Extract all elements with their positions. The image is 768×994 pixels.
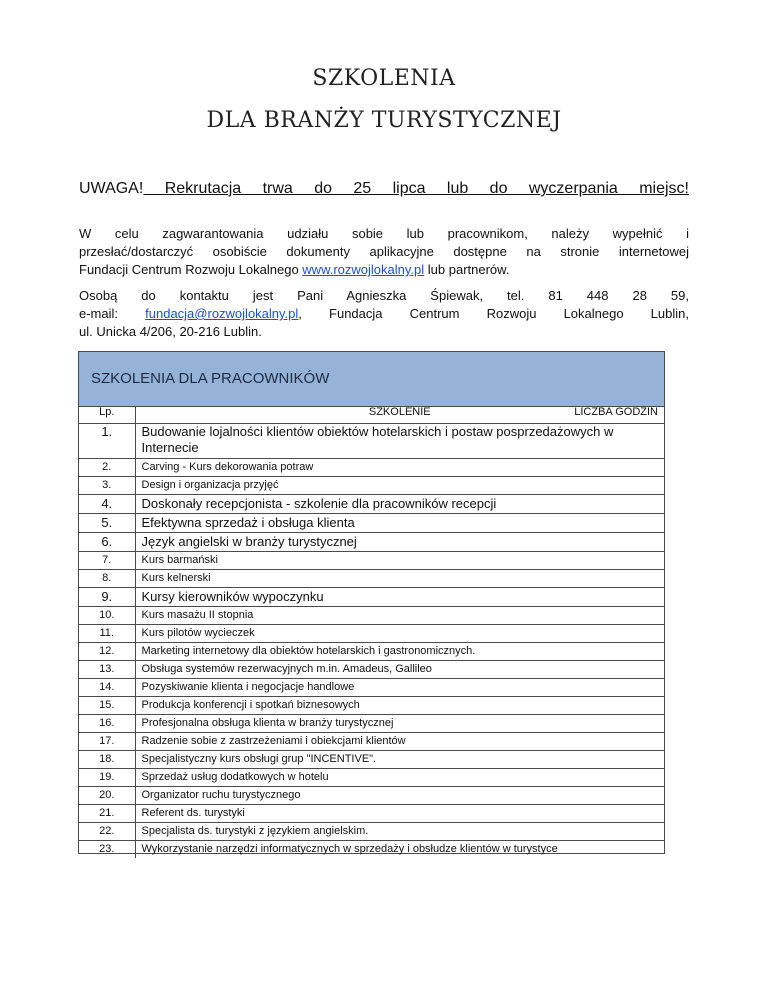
paragraph-line: ul. Unicka 4/206, 20-216 Lublin. (79, 324, 262, 339)
paragraph-line (79, 261, 689, 279)
training-name: Organizator ruchu turystycznego (135, 787, 664, 805)
paragraph-text: , Fundacja Centrum Rozwoju Lokalnego Lublin, (298, 306, 689, 321)
training-name: Produkcja konferencji i spotkań biznesowych (135, 697, 664, 715)
row-number: 16. (79, 715, 135, 733)
table-row (79, 533, 664, 552)
training-name: Specjalista ds. turystyki z językiem angielskim. (135, 823, 664, 841)
row-number: 18. (79, 751, 135, 769)
training-grid (79, 406, 664, 858)
section-title: SZKOLENIA DLA PRACOWNIKÓW (91, 370, 330, 387)
row-number: 20. (79, 787, 135, 805)
training-name: Referent ds. turystyki (135, 805, 664, 823)
table-row (79, 607, 664, 625)
row-number: 10. (79, 607, 135, 625)
row-number: 11. (79, 625, 135, 643)
table-row (79, 751, 664, 769)
training-name: Marketing internetowy dla obiektów hotelarskich i gastronomicznych. (135, 643, 664, 661)
table-row (79, 552, 664, 570)
paragraph-text: e-mail: (79, 306, 146, 321)
paragraph-line: W celu zagwarantowania udziału sobie lub pracownikom, należy wypełnić i (79, 226, 689, 241)
column-header-lp: Lp. (79, 406, 135, 424)
training-name: Sprzedaż usług dodatkowych w hotelu (135, 769, 664, 787)
training-name: Profesjonalna obsługa klienta w branży turystycznej (135, 715, 664, 733)
table-row (79, 661, 664, 679)
table-row (79, 787, 664, 805)
training-name: Pozyskiwanie klienta i negocjacje handlowe (135, 679, 664, 697)
warning-text: Rekrutacja trwa do 25 lipca lub do wyczerpania miejsc! (143, 180, 689, 197)
training-name: Kursy kierowników wypoczynku (135, 588, 664, 607)
table-row (79, 841, 664, 859)
table-row (79, 805, 664, 823)
column-header-name (135, 406, 664, 424)
training-name: Język angielski w branży turystycznej (135, 533, 664, 552)
table-section-header (79, 352, 664, 407)
training-table (78, 351, 665, 854)
column-header-hours: LICZBA GODZIN (574, 406, 658, 418)
row-number: 15. (79, 697, 135, 715)
column-header-row (79, 406, 664, 424)
table-row (79, 459, 664, 477)
table-row (79, 697, 664, 715)
website-link[interactable]: www.rozwojlokalny.pl (302, 262, 425, 277)
table-row (79, 625, 664, 643)
training-name: Obsługa systemów rezerwacyjnych m.in. Amadeus, Gallileo (135, 661, 664, 679)
training-name: Kurs pilotów wycieczek (135, 625, 664, 643)
training-name: Kurs masażu II stopnia (135, 607, 664, 625)
row-number: 13. (79, 661, 135, 679)
training-name: Budowanie lojalności klientów obiektów hotelarskich i postaw posprzedażowych w Internecie (135, 424, 664, 459)
training-name: Kurs barmański (135, 552, 664, 570)
recruitment-warning (79, 180, 689, 198)
row-number: 6. (79, 533, 135, 552)
paragraph-line (79, 305, 689, 323)
row-number: 17. (79, 733, 135, 751)
training-name: Design i organizacja przyjęć (135, 477, 664, 495)
table-row (79, 679, 664, 697)
paragraph-line: przesłać/dostarczyć osobiście dokumenty aplikacyjne dostępne na stronie internetowej (79, 244, 689, 259)
table-row (79, 823, 664, 841)
table-row (79, 570, 664, 588)
training-name: Carving - Kurs dekorowania potraw (135, 459, 664, 477)
row-number: 7. (79, 552, 135, 570)
row-number: 2. (79, 459, 135, 477)
row-number: 3. (79, 477, 135, 495)
paragraph-text: Fundacji Centrum Rozwoju Lokalnego (79, 262, 303, 277)
page-title-line1: SZKOLENIA (312, 66, 456, 91)
training-name: Radzenie sobie z zastrzeżeniami i obiekcjami klientów (135, 733, 664, 751)
training-name: Wykorzystanie narzędzi informatycznych w sprzedaży i obsłudze klientów w turystyce (141, 843, 558, 855)
training-name: Kurs kelnerski (135, 570, 664, 588)
table-row (79, 769, 664, 787)
table-row (79, 514, 664, 533)
row-number: 14. (79, 679, 135, 697)
application-paragraph (79, 225, 689, 279)
table-row (79, 477, 664, 495)
row-number: 23. (79, 841, 135, 859)
training-name: Efektywna sprzedaż i obsługa klienta (135, 514, 664, 533)
table-row (79, 643, 664, 661)
page-title-line2: DLA BRANŻY TURYSTYCZNEJ (206, 108, 562, 133)
warning-prefix: UWAGA! (79, 180, 144, 197)
column-header-szkolenie: SZKOLENIE (368, 406, 431, 418)
table-row (79, 495, 664, 514)
email-link[interactable]: fundacja@rozwojlokalny.pl (145, 306, 299, 321)
training-name: Specjalistyczny kurs obsługi grup "INCENTIVE". (135, 751, 664, 769)
row-number: 19. (79, 769, 135, 787)
row-number: 8. (79, 570, 135, 588)
row-number: 5. (79, 514, 135, 533)
row-number: 22. (79, 823, 135, 841)
row-number: 9. (79, 588, 135, 607)
table-row (79, 733, 664, 751)
row-number: 21. (79, 805, 135, 823)
row-number: 1. (79, 424, 135, 459)
row-number: 4. (79, 495, 135, 514)
contact-paragraph (79, 287, 689, 341)
table-row (79, 424, 664, 459)
row-number: 12. (79, 643, 135, 661)
paragraph-text: lub partnerów. (424, 262, 510, 277)
table-row (79, 588, 664, 607)
paragraph-line: Osobą do kontaktu jest Pani Agnieszka Śpiewak, tel. 81 448 28 59, (79, 288, 689, 303)
table-row (79, 715, 664, 733)
training-name: Doskonały recepcjonista - szkolenie dla pracowników recepcji (135, 495, 664, 514)
